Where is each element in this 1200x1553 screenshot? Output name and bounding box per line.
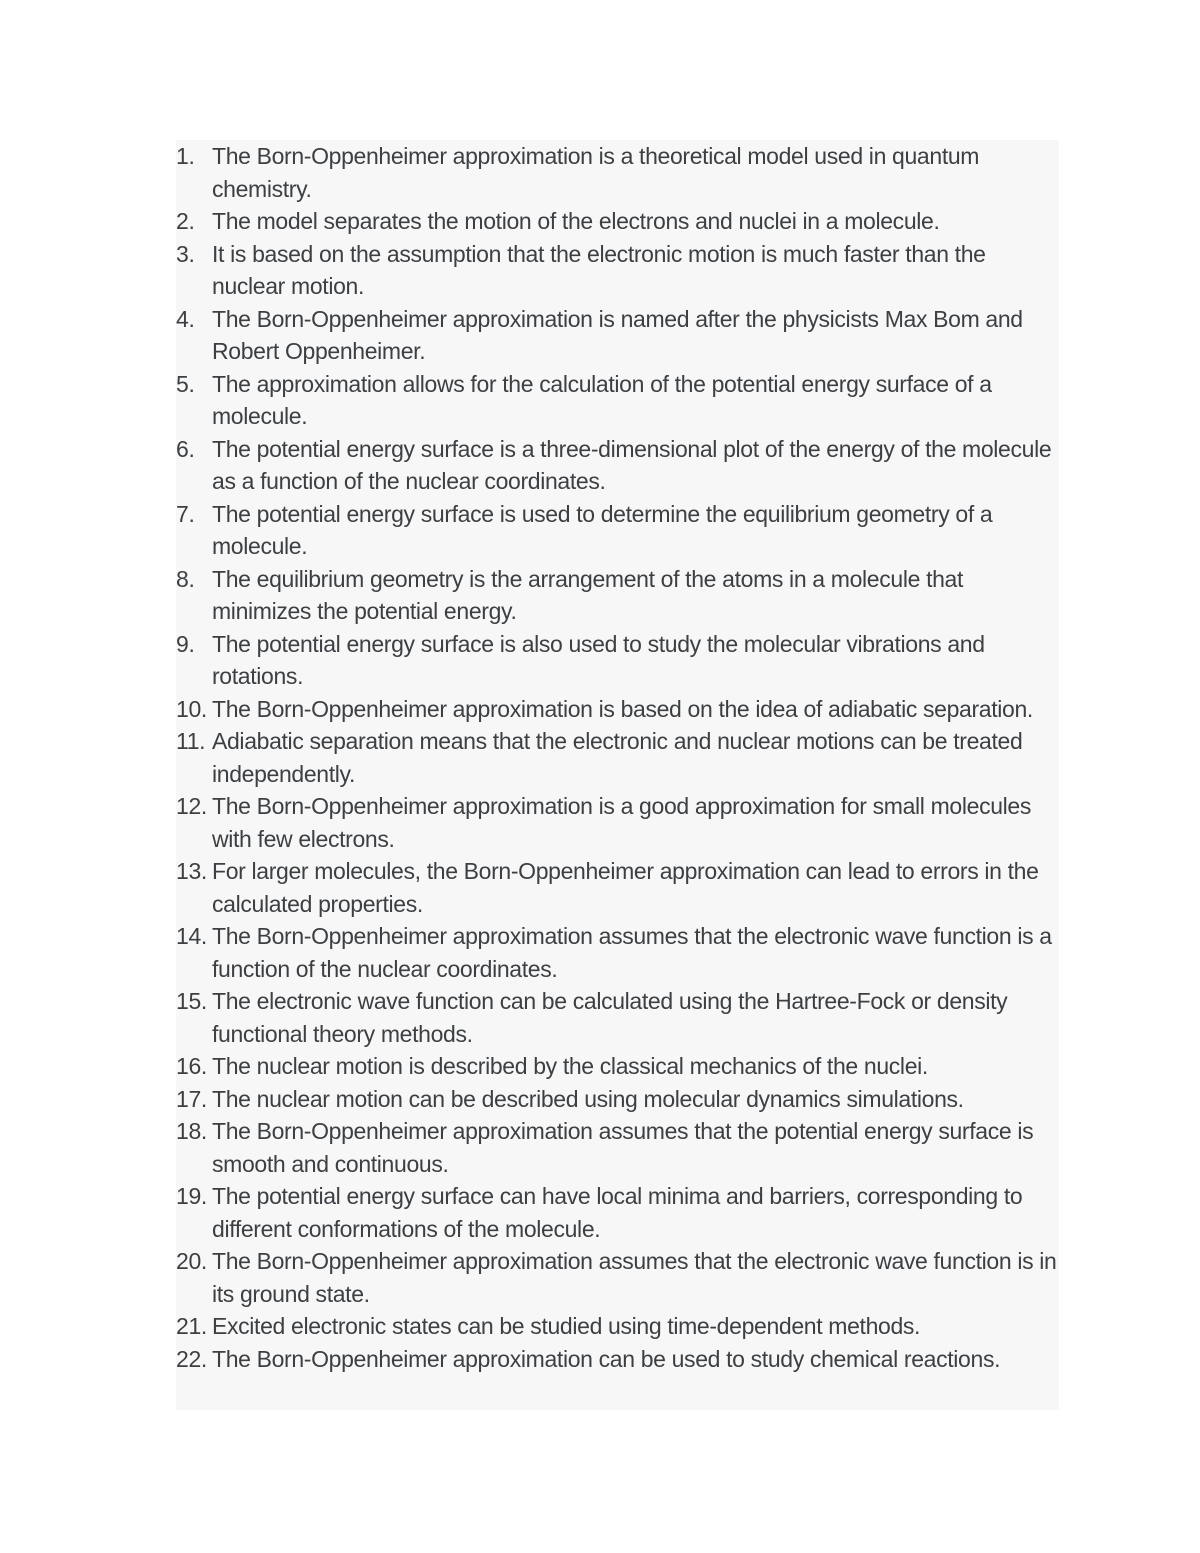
list-item-number: 14.	[176, 923, 207, 949]
list-item-number: 8.	[176, 565, 195, 592]
list-item	[176, 1180, 1059, 1245]
list-item-number: 10.	[176, 695, 207, 722]
list-item-text: The Born-Oppenheimer approximation is a good approximation for small molecules with few electrons.	[212, 793, 1032, 852]
list-item	[176, 498, 1059, 563]
numbered-list-block	[176, 140, 1059, 1410]
list-item-number: 15.	[176, 988, 207, 1014]
list-item	[176, 855, 1059, 920]
list-item-number: 12.	[176, 793, 207, 819]
list-item-text: The Born-Oppenheimer approximation is based on the idea of adiabatic separation.	[212, 695, 1033, 722]
list-item-number: 16.	[176, 1053, 207, 1079]
list-item-text: Excited electronic states can be studied using time-dependent methods.	[212, 1313, 921, 1339]
list-item-number: 7.	[176, 500, 195, 527]
list-item-number: 18.	[176, 1118, 207, 1144]
list-item	[176, 1343, 1059, 1376]
list-item-number: 6.	[176, 435, 195, 462]
list-item	[176, 725, 1059, 790]
list-item-text: The electronic wave function can be calculated using the Hartree-Fock or density functional theory methods.	[212, 988, 1008, 1047]
list-item-text: The Born-Oppenheimer approximation is a theoretical model used in quantum chemistry.	[212, 143, 980, 202]
list-item-number: 17.	[176, 1085, 207, 1112]
list-item	[176, 368, 1059, 433]
list-item-text: The potential energy surface is used to determine the equilibrium geometry of a molecule.	[212, 500, 993, 559]
list-item-text: The Born-Oppenheimer approximation assumes that the electronic wave function is in its ground state.	[212, 1248, 1057, 1307]
list-item	[176, 433, 1059, 498]
list-item-number: 22.	[176, 1345, 207, 1372]
list-item	[176, 790, 1059, 855]
list-item-text: The potential energy surface is a three-dimensional plot of the energy of the molecule as a function of the nuclear coordinates.	[212, 435, 1052, 494]
list-item-number: 1.	[176, 143, 195, 169]
list-item	[176, 920, 1059, 985]
list-item	[176, 1083, 1059, 1116]
list-item-text: The nuclear motion can be described using molecular dynamics simulations.	[212, 1085, 964, 1112]
list-item	[176, 303, 1059, 368]
list-item	[176, 628, 1059, 693]
list-item-number: 4.	[176, 305, 195, 332]
list-item-text: The potential energy surface is also used to study the molecular vibrations and rotations.	[212, 630, 985, 689]
list-item	[176, 1245, 1059, 1310]
list-item-number: 21.	[176, 1313, 207, 1339]
list-item-text: For larger molecules, the Born-Oppenheimer approximation can lead to errors in the calculated properties.	[212, 858, 1039, 917]
list-item-text: The Born-Oppenheimer approximation is named after the physicists Max Bom and Robert Oppenheimer.	[212, 305, 1023, 364]
list-item-number: 2.	[176, 208, 195, 234]
numbered-list	[176, 140, 1059, 1375]
list-item-text: The Born-Oppenheimer approximation assumes that the potential energy surface is smooth and continuous.	[212, 1118, 1034, 1177]
list-item-number: 19.	[176, 1183, 207, 1209]
list-item	[176, 1050, 1059, 1083]
list-item-text: The Born-Oppenheimer approximation assumes that the electronic wave function is a function of the nuclear coordinates.	[212, 923, 1052, 982]
list-item-number: 20.	[176, 1248, 207, 1274]
list-item	[176, 563, 1059, 628]
list-item-text: The approximation allows for the calculation of the potential energy surface of a molecule.	[212, 370, 992, 429]
list-item-number: 3.	[176, 240, 195, 267]
list-item-text: Adiabatic separation means that the electronic and nuclear motions can be treated independently.	[212, 728, 1023, 787]
list-item	[176, 693, 1059, 726]
list-item	[176, 140, 1059, 205]
list-item	[176, 1310, 1059, 1343]
list-item-text: The nuclear motion is described by the classical mechanics of the nuclei.	[212, 1053, 928, 1079]
list-item	[176, 1115, 1059, 1180]
list-item	[176, 205, 1059, 238]
list-item-text: The model separates the motion of the electrons and nuclei in a molecule.	[212, 208, 940, 234]
list-item-number: 5.	[176, 370, 195, 397]
list-item-text: The potential energy surface can have local minima and barriers, corresponding to different conformations of the molecule.	[212, 1183, 1023, 1242]
list-item-text: The Born-Oppenheimer approximation can be used to study chemical reactions.	[212, 1345, 1001, 1372]
list-item-text: It is based on the assumption that the electronic motion is much faster than the nuclear motion.	[212, 240, 986, 299]
list-item	[176, 238, 1059, 303]
list-item-number: 13.	[176, 858, 207, 884]
list-item-text: The equilibrium geometry is the arrangement of the atoms in a molecule that minimizes the potential energy.	[212, 565, 964, 624]
list-item-number: 9.	[176, 630, 195, 657]
list-item-number: 11.	[176, 728, 206, 754]
list-item	[176, 985, 1059, 1050]
